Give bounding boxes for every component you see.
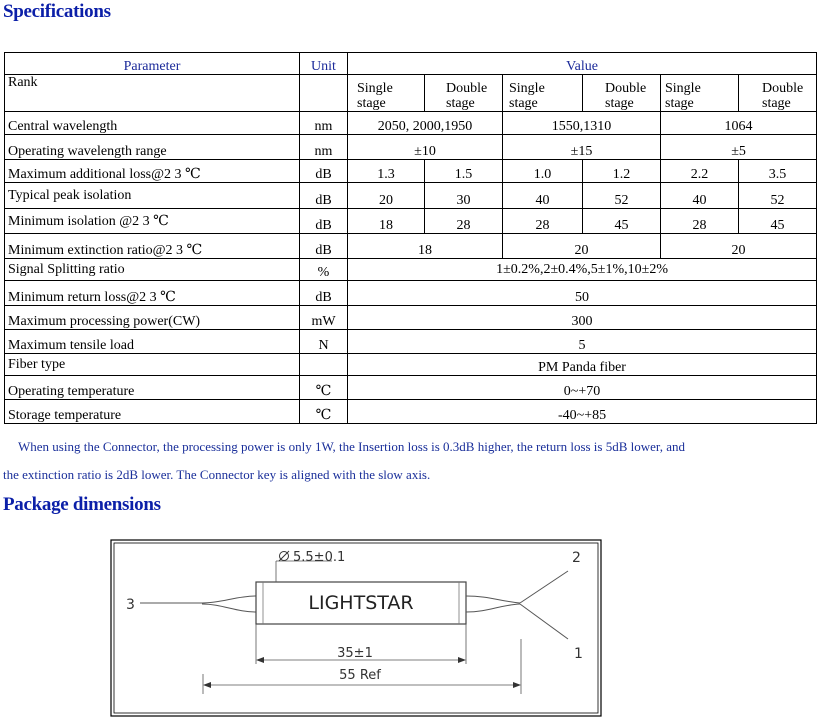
value-cell: 2050, 2000,1950: [348, 112, 503, 135]
value-cell: 1.5: [425, 160, 503, 183]
table-row: [5, 306, 817, 330]
value-cell: 18: [348, 234, 503, 259]
value-cell: 45: [739, 209, 817, 234]
value-cell: 1064: [661, 112, 817, 135]
output-fiber-1: [520, 604, 568, 639]
value-cell: 52: [739, 183, 817, 209]
table-row: [5, 135, 817, 160]
unit-cell: [300, 354, 348, 376]
rank-sub: stage: [509, 96, 538, 111]
arrow-icon: [513, 682, 521, 688]
unit-cell: mW: [300, 306, 348, 330]
param-label: Minimum return loss@2 3 ℃: [5, 281, 300, 306]
rank-label: Single: [357, 81, 393, 96]
value-cell: 1550,1310: [503, 112, 661, 135]
unit-cell: dB: [300, 183, 348, 209]
connector-note-line2: the extinction ratio is 2dB lower. The Connector key is aligned with the slow axis.: [3, 467, 431, 482]
value-cell: 52: [583, 183, 661, 209]
unit-cell: [300, 75, 348, 112]
param-label: Maximum additional loss@2 3 ℃: [5, 160, 300, 183]
unit-cell: %: [300, 259, 348, 281]
table-row: [5, 209, 817, 234]
table-header-row: [5, 53, 817, 75]
value-cell: ±5: [661, 135, 817, 160]
value-cell: 18: [348, 209, 425, 234]
unit-cell: dB: [300, 209, 348, 234]
value-cell: 50: [348, 281, 817, 306]
rank-cell: [503, 75, 583, 112]
table-row: [5, 330, 817, 354]
rank-cell: [661, 75, 739, 112]
param-label: Central wavelength: [5, 112, 300, 135]
value-cell: 45: [583, 209, 661, 234]
package-dimensions-heading: Package dimensions: [3, 494, 161, 515]
package-drawing: [110, 539, 602, 717]
arrow-icon: [203, 682, 211, 688]
unit-cell: nm: [300, 135, 348, 160]
table-row: [5, 234, 817, 259]
table-row: [5, 281, 817, 306]
drawing-frame: [111, 540, 601, 716]
param-label: Operating wavelength range: [5, 135, 300, 160]
value-cell: 40: [661, 183, 739, 209]
value-cell: 28: [503, 209, 583, 234]
header-parameter: Parameter: [5, 53, 300, 75]
value-cell: 28: [661, 209, 739, 234]
body-length-label: 35±1: [337, 646, 373, 661]
rank-label: Single: [665, 81, 701, 96]
table-row: [5, 259, 817, 281]
rank-cell: [583, 75, 661, 112]
value-cell: 3.5: [739, 160, 817, 183]
unit-cell: N: [300, 330, 348, 354]
value-cell: 20: [503, 234, 661, 259]
port-2-label: 2: [572, 550, 581, 566]
rank-sub: stage: [665, 96, 694, 111]
rank-label: Single: [509, 81, 545, 96]
rank-sub: stage: [605, 96, 634, 111]
unit-cell: dB: [300, 234, 348, 259]
arrow-icon: [458, 657, 466, 663]
value-cell: 28: [425, 209, 503, 234]
table-row: [5, 160, 817, 183]
rank-label: Double: [446, 81, 488, 96]
table-row-rank: [5, 75, 817, 112]
param-label: Rank: [5, 75, 300, 112]
value-cell: 20: [348, 183, 425, 209]
brand-logo: LIGHTSTAR: [308, 592, 414, 614]
input-boot: [202, 596, 256, 612]
param-label: Maximum processing power(CW): [5, 306, 300, 330]
value-cell: 1.2: [583, 160, 661, 183]
output-boot: [466, 596, 520, 612]
value-cell: 30: [425, 183, 503, 209]
value-cell: ±15: [503, 135, 661, 160]
param-label: Storage temperature: [5, 400, 300, 424]
value-cell: PM Panda fiber: [348, 354, 817, 376]
param-label: Minimum isolation @2 3 ℃: [5, 209, 300, 234]
table-row: [5, 354, 817, 376]
param-label: Operating temperature: [5, 376, 300, 400]
param-label: Typical peak isolation: [5, 183, 300, 209]
rank-label: Double: [605, 81, 647, 96]
value-cell: 40: [503, 183, 583, 209]
value-cell: 2.2: [661, 160, 739, 183]
rank-sub: stage: [357, 96, 386, 111]
unit-cell: dB: [300, 281, 348, 306]
arrow-icon: [256, 657, 264, 663]
header-unit: Unit: [300, 53, 348, 75]
port-1-label: 1: [574, 646, 583, 662]
param-label: Signal Splitting ratio: [5, 259, 300, 281]
port-3-label: 3: [126, 597, 135, 613]
value-cell: 20: [661, 234, 817, 259]
value-cell: ±10: [348, 135, 503, 160]
rank-sub: stage: [446, 96, 475, 111]
table-row: [5, 376, 817, 400]
unit-cell: ℃: [300, 400, 348, 424]
specifications-table: [4, 52, 817, 424]
rank-sub: stage: [762, 96, 791, 111]
diameter-label: 5.5±0.1: [293, 550, 346, 565]
value-cell: -40~+85: [348, 400, 817, 424]
unit-cell: nm: [300, 112, 348, 135]
param-label: Minimum extinction ratio@2 3 ℃: [5, 234, 300, 259]
connector-note-line1: When using the Connector, the processing power is only 1W, the Insertion loss is 0.3dB higher, the return loss is 5dB lower, and: [18, 439, 685, 454]
param-label: Fiber type: [5, 354, 300, 376]
value-cell: 1.0: [503, 160, 583, 183]
table-row: [5, 183, 817, 209]
header-value: Value: [348, 53, 817, 75]
value-cell: 1±0.2%,2±0.4%,5±1%,10±2%: [348, 259, 817, 281]
specifications-heading: Specifications: [3, 1, 111, 22]
total-length-label: 55 Ref: [339, 668, 381, 683]
value-cell: 5: [348, 330, 817, 354]
output-fiber-2: [520, 571, 568, 603]
drawing-inner-frame: [114, 543, 598, 713]
table-row: [5, 112, 817, 135]
rank-cell: [425, 75, 503, 112]
rank-cell: [348, 75, 425, 112]
value-cell: 0~+70: [348, 376, 817, 400]
value-cell: 1.3: [348, 160, 425, 183]
rank-cell: [739, 75, 817, 112]
value-cell: 300: [348, 306, 817, 330]
unit-cell: dB: [300, 160, 348, 183]
table-row: [5, 400, 817, 424]
param-label: Maximum tensile load: [5, 330, 300, 354]
unit-cell: ℃: [300, 376, 348, 400]
rank-label: Double: [762, 81, 804, 96]
